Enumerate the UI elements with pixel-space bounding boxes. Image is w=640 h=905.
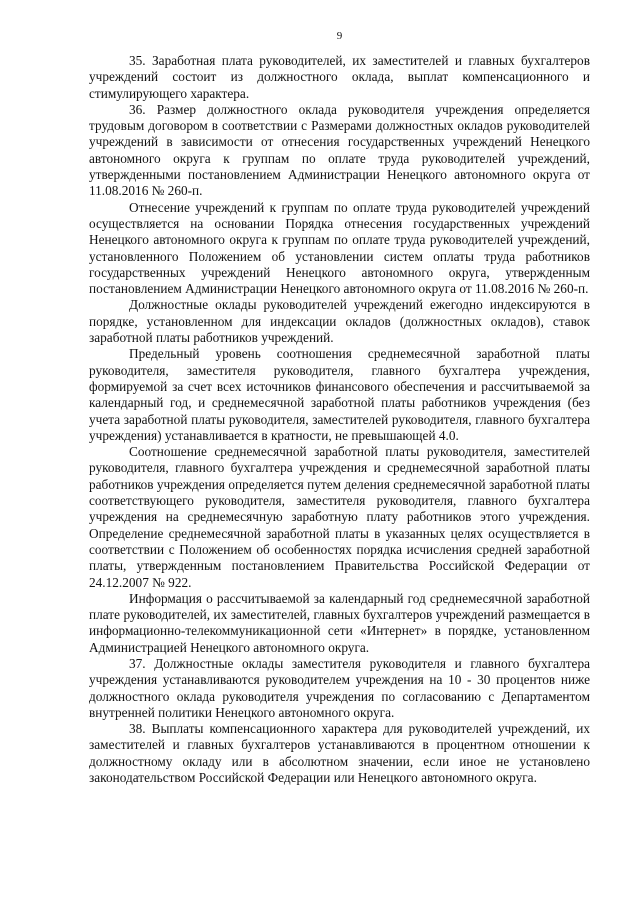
- paragraph-salary-publication: Информация о рассчитываемой за календарный год среднемесячной заработной плате руководителей, их заместителей, главных бухгалтеров учреждений размещается в информационно-телекоммуникационной сети «Интернет» в порядке, установленном Администрацией Ненецкого автономного округа.: [89, 590, 590, 655]
- paragraph-37: 37. Должностные оклады заместителя руководителя и главного бухгалтера учреждения устанавливаются руководителем учреждения на 10 - 30 процентов ниже должностного оклада руководителя учреждения по согласованию с Департаментом внутренней политики Ненецкого автономного округа.: [89, 655, 590, 720]
- paragraph-salary-ratio-calculation: Соотношение среднемесячной заработной платы руководителя, заместителей руководителя, главного бухгалтера учреждения и среднемесячной заработной платы работников учреждения определяется путем деления среднемесячной заработной платы соответствующего руководителя, заместителя руководителя, главного бухгалтера учреждения на среднемесячную заработную плату работников этого учреждения. Определение среднемесячной заработной платы в указанных целях осуществляется в соответствии с Положением об особенностях порядка исчисления средней заработной платы, утвержденным постановлением Правительства Российской Федерации от 24.12.2007 № 922.: [89, 444, 590, 590]
- paragraph-38: 38. Выплаты компенсационного характера для руководителей учреждений, их заместителей и главных бухгалтеров устанавливаются в процентном отношении к должностному окладу или в абсолютном значении, если иное не установлено законодательством Российской Федерации или Ненецкого автономного округа.: [89, 721, 590, 786]
- paragraph-35: 35. Заработная плата руководителей, их заместителей и главных бухгалтеров учреждений состоит из должностного оклада, выплат компенсационного и стимулирующего характера.: [89, 53, 590, 101]
- page-number: 9: [336, 30, 343, 42]
- paragraph-36: 36. Размер должностного оклада руководителя учреждения определяется трудовым договором в соответствии с Размерами должностных окладов руководителей учреждений в зависимости от отнесения государственных учреждений Ненецкого автономного округа к группам по оплате труда руководителей учреждений, утвержденными постановлением Администрации Ненецкого автономного округа от 11.08.2016 № 260-п.: [89, 101, 590, 199]
- paragraph-salary-indexation: Должностные оклады руководителей учреждений ежегодно индексируются в порядке, установленном для индексации окладов (должностных окладов), ставок заработной платы работников учреждений.: [89, 297, 590, 346]
- paragraph-salary-ratio-limit: Предельный уровень соотношения среднемесячной заработной платы руководителя, заместителя руководителя, главного бухгалтера учреждения, формируемой за счет всех источников финансового обеспечения и рассчитываемой за календарный год, и среднемесячной заработной платы работников учреждения (без учета заработной платы руководителя, заместителей руководителя, главного бухгалтера учреждения) устанавливается в кратности, не превышающей 4.0.: [89, 346, 590, 443]
- paragraph-group-assignment: Отнесение учреждений к группам по оплате труда руководителей учреждений осуществляется на основании Порядка отнесения государственных учреждений Ненецкого автономного округа к группам по оплате труда руководителей учреждений, установленного Положением об установлении систем оплаты труда работников государственных учреждений Ненецкого автономного округа, утвержденным постановлением Администрации Ненецкого автономного округа от 11.08.2016 № 260-п.: [89, 199, 590, 297]
